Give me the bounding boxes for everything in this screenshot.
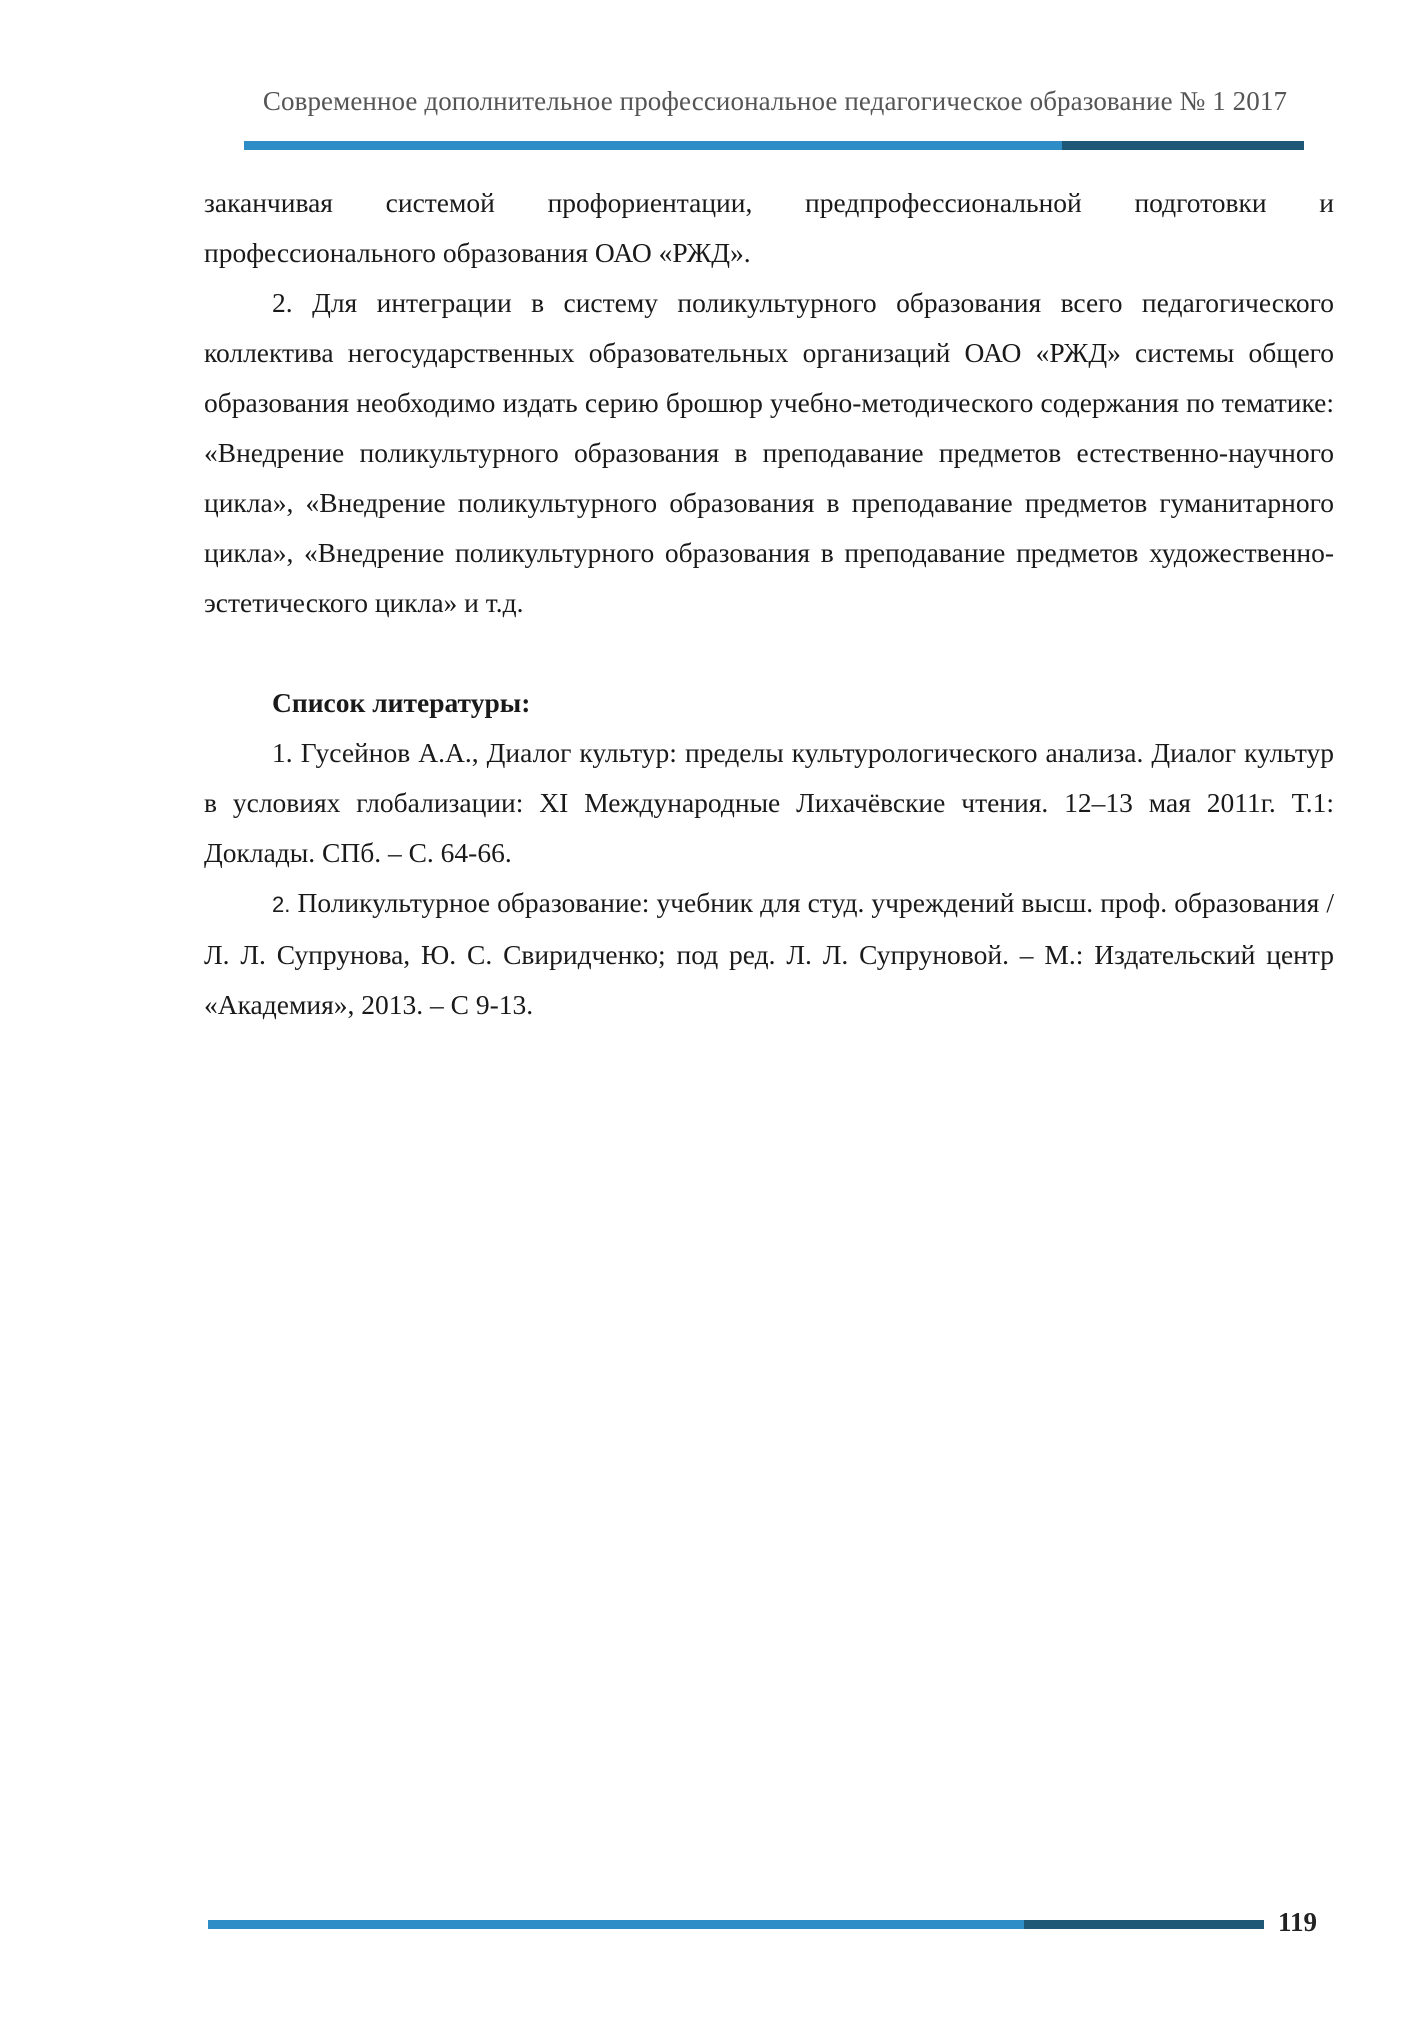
header-rule-light-segment bbox=[244, 141, 1062, 150]
reference-text: Гусейнов А.А., Диалог культур: пределы культурологического анализа. Диалог культур в условиях глобализации: XI Международные Лихачёвские чтения. 12–13 мая 2011г. Т.1: Доклады. СПб. – С. 64-66. bbox=[204, 737, 1334, 868]
footer-rule bbox=[208, 1920, 1264, 1929]
running-header: Современное дополнительное профессиональное педагогическое образование № 1 2017 bbox=[262, 86, 1288, 116]
section-gap bbox=[204, 628, 1334, 678]
page-number: 119 bbox=[1278, 1907, 1318, 1937]
point-2-text: Для интеграции в систему поликультурного образования всего педагогического коллектива негосударственных образовательных организаций ОАО «РЖД» системы общего образования необходимо издать серию брошюр учебно-методического содержания по тематике: «Внедрение поликультурного образования в преподавание предметов естественно-научного цикла», «Внедрение поликультурного образования в преподавание предметов гуманитарного цикла», «Внедрение поликультурного образования в преподавание предметов художественно-эстетического цикла» и т.д. bbox=[204, 287, 1335, 618]
reference-item bbox=[204, 878, 1334, 1030]
header-rule-dark-segment bbox=[1062, 141, 1304, 150]
reference-text: Поликультурное образование: учебник для студ. учреждений высш. проф. образования / Л. Л. Супрунова, Ю. С. Свиридченко; под ред. Л. Л. Супруновой. – М.: Издательский центр «Академия», 2013. – С 9-13. bbox=[204, 887, 1335, 1020]
references-title: Список литературы: bbox=[272, 687, 531, 718]
footer-rule-light-segment bbox=[208, 1920, 1024, 1929]
article-body bbox=[204, 178, 1334, 1030]
reference-item bbox=[204, 728, 1334, 878]
continuation-paragraph: заканчивая системой профориентации, предпрофессиональной подготовки и профессионального образования ОАО «РЖД». bbox=[204, 187, 1334, 268]
point-2-number: 2. bbox=[272, 287, 293, 318]
header-rule bbox=[244, 141, 1304, 150]
reference-number: 2. bbox=[272, 892, 291, 917]
footer-rule-dark-segment bbox=[1024, 1920, 1264, 1929]
point-2-paragraph bbox=[204, 278, 1334, 628]
reference-number: 1. bbox=[272, 737, 293, 768]
